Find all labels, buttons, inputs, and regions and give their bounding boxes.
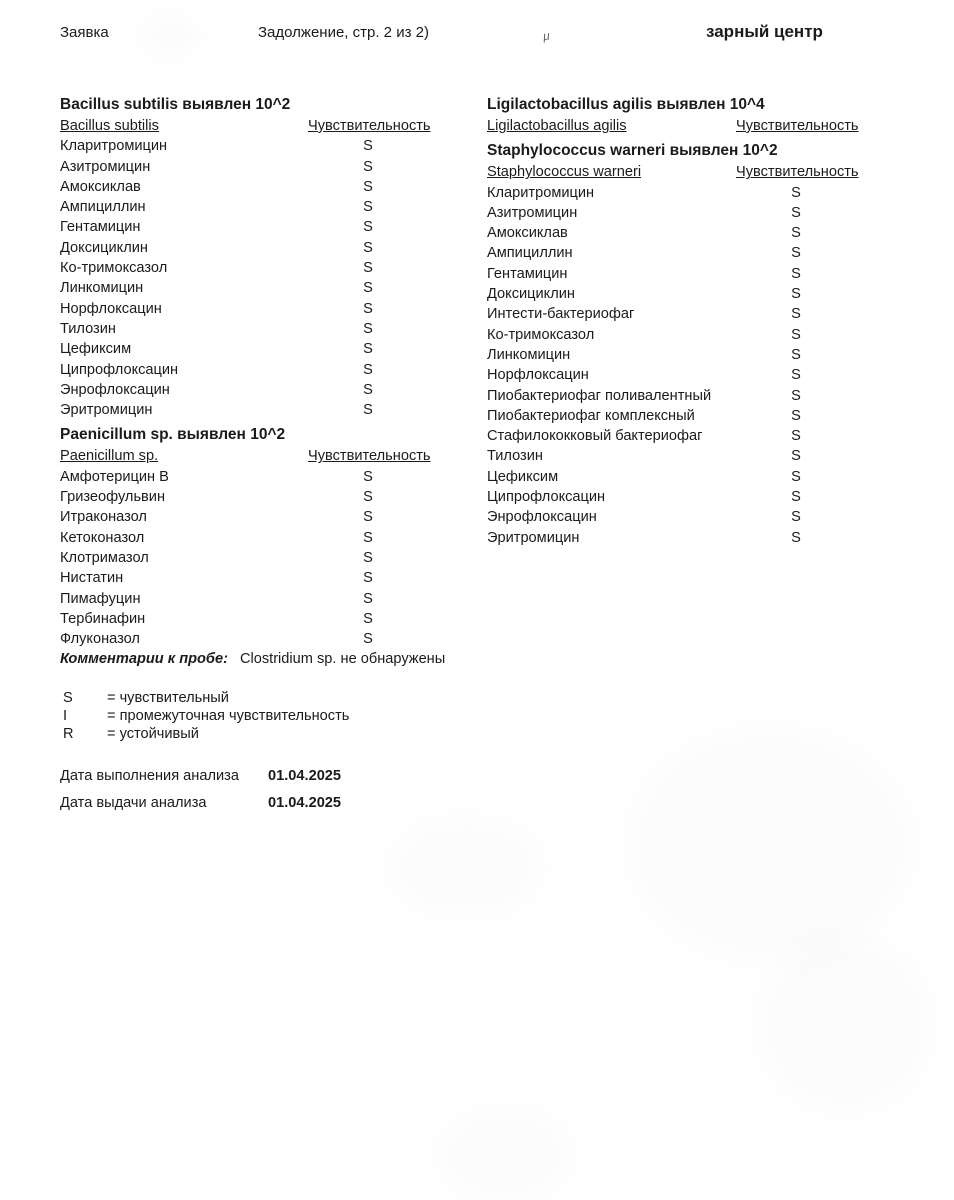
drug-row bbox=[60, 507, 428, 527]
drug-name: Гентамицин bbox=[487, 265, 568, 282]
sensitivity-value: S bbox=[363, 260, 373, 277]
sensitivity-value: S bbox=[791, 184, 801, 201]
drug-row bbox=[60, 217, 428, 237]
drug-name: Кларитромицин bbox=[487, 184, 595, 201]
sensitivity-value: S bbox=[363, 138, 373, 155]
drug-name: Гризеофульвин bbox=[60, 489, 166, 506]
sensitivity-value: S bbox=[363, 570, 373, 587]
drug-row bbox=[60, 400, 428, 420]
scan-artifact bbox=[630, 730, 910, 960]
sensitivity-value: S bbox=[791, 225, 801, 242]
drug-row bbox=[60, 238, 428, 258]
drug-name: Амоксиклав bbox=[60, 178, 141, 195]
drug-row bbox=[60, 258, 428, 278]
drug-row bbox=[487, 183, 856, 203]
organism-title: Ligilactobacillus agilis выявлен 10^4 bbox=[487, 96, 765, 113]
drug-row bbox=[60, 197, 428, 217]
legend-row bbox=[63, 689, 349, 707]
sensitivity-value: S bbox=[791, 529, 801, 546]
sensitivity-value: S bbox=[363, 549, 373, 566]
date-value: 01.04.2025 bbox=[268, 795, 342, 811]
sensitivity-value: S bbox=[791, 387, 801, 404]
sensitivity-column-header: Чувствительность bbox=[736, 164, 859, 181]
drug-name: Линкомицин bbox=[60, 280, 144, 297]
sensitivity-value: S bbox=[791, 448, 801, 465]
drug-table bbox=[60, 467, 428, 650]
drug-row bbox=[487, 467, 856, 487]
page-info: Задолжение, стр. 2 из 2) bbox=[258, 24, 429, 41]
drug-name: Клотримазол bbox=[60, 549, 149, 566]
sensitivity-value: S bbox=[791, 509, 801, 526]
drug-row bbox=[60, 136, 428, 156]
drug-column-header: Staphylococcus warneri bbox=[487, 164, 642, 181]
organism-section-ligilactobacillus-agilis bbox=[487, 94, 859, 136]
comments-text: Clostridium sp. не обнаружены bbox=[239, 651, 446, 668]
drug-table bbox=[487, 183, 856, 548]
drug-name: Ко-тримоксазол bbox=[60, 260, 168, 277]
legend-meaning: = промежуточная чувствительность bbox=[107, 708, 350, 725]
organism-title: Paenicillum sp. выявлен 10^2 bbox=[60, 426, 286, 444]
sensitivity-value: S bbox=[791, 286, 801, 303]
sensitivity-value: S bbox=[791, 245, 801, 262]
sensitivity-value: S bbox=[363, 361, 373, 378]
drug-table bbox=[60, 136, 428, 420]
sensitivity-value: S bbox=[791, 346, 801, 363]
table-header-row bbox=[487, 162, 859, 182]
organism-section-paenicillum bbox=[60, 424, 431, 649]
sensitivity-value: S bbox=[791, 204, 801, 221]
drug-name: Кетоконазол bbox=[60, 529, 145, 546]
drug-row bbox=[60, 360, 428, 380]
drug-name: Азитромицин bbox=[60, 158, 151, 175]
sensitivity-column-header: Чувствительность bbox=[308, 118, 431, 134]
table-header-row bbox=[60, 116, 431, 136]
legend-code: I bbox=[63, 708, 68, 725]
drug-row bbox=[60, 339, 428, 359]
drug-name: Тербинафин bbox=[60, 610, 146, 627]
drug-name: Энрофлоксацин bbox=[487, 509, 597, 526]
drug-name: Стафилококковый бактериофаг bbox=[487, 428, 703, 445]
drug-row bbox=[60, 157, 428, 177]
drug-row bbox=[60, 528, 428, 548]
drug-row bbox=[487, 325, 856, 345]
drug-name: Пиобактериофаг поливалентный bbox=[487, 387, 712, 404]
date-row bbox=[60, 766, 341, 786]
legend-meaning: = чувствительный bbox=[107, 690, 229, 706]
scan-artifact bbox=[390, 820, 540, 915]
drug-row bbox=[60, 609, 428, 629]
drug-name: Интести-бактериофаг bbox=[487, 306, 635, 323]
drug-name: Пимафуцин bbox=[60, 590, 141, 607]
organism-section-bacillus-subtilis bbox=[60, 94, 431, 420]
drug-row bbox=[487, 426, 856, 446]
drug-row bbox=[487, 386, 856, 406]
drug-name: Энрофлоксацин bbox=[60, 381, 170, 398]
drug-row bbox=[60, 177, 428, 197]
sensitivity-value: S bbox=[791, 428, 801, 445]
sensitivity-value: S bbox=[363, 341, 373, 358]
sensitivity-value: S bbox=[363, 280, 373, 297]
drug-name: Тилозин bbox=[487, 448, 543, 465]
legend-row bbox=[63, 707, 349, 725]
request-label: Заявка bbox=[60, 24, 109, 41]
drug-name: Доксициклин bbox=[60, 239, 148, 256]
sensitivity-value: S bbox=[363, 509, 373, 526]
drug-name: Пиобактериофаг комплексный bbox=[487, 407, 695, 424]
drug-row bbox=[487, 203, 856, 223]
drug-row bbox=[487, 223, 856, 243]
drug-row bbox=[60, 380, 428, 400]
drug-name: Кларитромицин bbox=[60, 138, 168, 155]
sensitivity-value: S bbox=[363, 631, 373, 648]
drug-name: Эритромицин bbox=[60, 402, 153, 419]
sensitivity-value: S bbox=[791, 468, 801, 485]
drug-column-header: Bacillus subtilis bbox=[60, 118, 159, 134]
drug-row bbox=[487, 345, 856, 365]
table-header-row bbox=[60, 446, 431, 466]
drug-row bbox=[60, 548, 428, 568]
drug-name: Норфлоксацин bbox=[60, 300, 162, 317]
drug-name: Нистатин bbox=[60, 570, 124, 587]
handwritten-mark: μ bbox=[542, 28, 551, 44]
sensitivity-value: S bbox=[363, 178, 373, 195]
organism-title: Staphylococcus warneri выявлен 10^2 bbox=[487, 142, 778, 160]
drug-column-header: Paenicillum sp. bbox=[60, 448, 159, 465]
drug-row bbox=[60, 629, 428, 649]
clinic-name-partial: зарный центр bbox=[706, 22, 823, 41]
sensitivity-column-header: Чувствительность bbox=[308, 448, 431, 465]
drug-name: Итраконазол bbox=[60, 509, 147, 526]
left-column bbox=[60, 94, 446, 670]
date-value: 01.04.2025 bbox=[268, 768, 342, 784]
drug-name: Цефиксим bbox=[60, 341, 132, 358]
drug-name: Ампициллин bbox=[487, 245, 573, 262]
sensitivity-value: S bbox=[363, 199, 373, 216]
drug-name: Ампициллин bbox=[60, 199, 146, 216]
drug-row bbox=[60, 467, 428, 487]
scan-artifact bbox=[135, 12, 205, 60]
drug-name: Цефиксим bbox=[487, 468, 559, 485]
sensitivity-value: S bbox=[363, 320, 373, 337]
sensitivity-value: S bbox=[363, 468, 373, 485]
drug-name: Ко-тримоксазол bbox=[487, 326, 595, 343]
date-label: Дата выполнения анализа bbox=[60, 768, 239, 784]
sensitivity-value: S bbox=[363, 590, 373, 607]
drug-row bbox=[60, 589, 428, 609]
drug-row bbox=[487, 264, 856, 284]
drug-row bbox=[60, 278, 428, 298]
sensitivity-value: S bbox=[791, 489, 801, 506]
sensitivity-column-header: Чувствительность bbox=[736, 118, 859, 134]
date-label: Дата выдачи анализа bbox=[60, 795, 207, 811]
organism-section-staphylococcus-warneri bbox=[487, 140, 859, 548]
drug-name: Эритромицин bbox=[487, 529, 580, 546]
sensitivity-value: S bbox=[363, 158, 373, 175]
drug-row bbox=[487, 243, 856, 263]
drug-row bbox=[487, 406, 856, 426]
table-header-row bbox=[487, 116, 859, 136]
date-row bbox=[60, 793, 341, 813]
legend-row bbox=[63, 725, 349, 743]
sensitivity-value: S bbox=[791, 306, 801, 323]
drug-row bbox=[60, 568, 428, 588]
drug-name: Гентамицин bbox=[60, 219, 141, 236]
sensitivity-value: S bbox=[363, 610, 373, 627]
sensitivity-value: S bbox=[791, 407, 801, 424]
drug-name: Линкомицин bbox=[487, 346, 571, 363]
sensitivity-value: S bbox=[363, 219, 373, 236]
drug-row bbox=[487, 304, 856, 324]
sensitivity-value: S bbox=[363, 402, 373, 419]
sensitivity-legend bbox=[63, 689, 349, 744]
sample-comments bbox=[60, 649, 446, 669]
scan-artifact bbox=[760, 940, 930, 1110]
drug-name: Доксициклин bbox=[487, 286, 575, 303]
sensitivity-value: S bbox=[363, 489, 373, 506]
sensitivity-value: S bbox=[791, 367, 801, 384]
sensitivity-value: S bbox=[791, 326, 801, 343]
drug-row bbox=[60, 487, 428, 507]
analysis-dates bbox=[60, 766, 341, 820]
drug-row bbox=[487, 365, 856, 385]
sensitivity-value: S bbox=[363, 239, 373, 256]
sensitivity-value: S bbox=[363, 529, 373, 546]
legend-code: R bbox=[63, 726, 74, 743]
drug-name: Ципрофлоксацин bbox=[60, 361, 179, 378]
legend-meaning: = устойчивый bbox=[107, 726, 199, 743]
drug-row bbox=[487, 487, 856, 507]
legend-code: S bbox=[63, 690, 73, 706]
sensitivity-value: S bbox=[791, 265, 801, 282]
drug-row bbox=[487, 284, 856, 304]
drug-name: Амоксиклав bbox=[487, 225, 568, 242]
sensitivity-value: S bbox=[363, 381, 373, 398]
sensitivity-value: S bbox=[363, 300, 373, 317]
drug-row bbox=[60, 299, 428, 319]
right-column bbox=[487, 94, 859, 548]
drug-name: Ципрофлоксацин bbox=[487, 489, 606, 506]
drug-name: Амфотерицин В bbox=[60, 468, 169, 485]
drug-name: Азитромицин bbox=[487, 204, 578, 221]
drug-name: Норфлоксацин bbox=[487, 367, 589, 384]
drug-column-header: Ligilactobacillus agilis bbox=[487, 118, 627, 134]
drug-row bbox=[487, 446, 856, 466]
drug-name: Флуконазол bbox=[60, 631, 140, 648]
comments-label: Комментарии к пробе: bbox=[60, 651, 228, 668]
scan-artifact bbox=[440, 1110, 570, 1200]
drug-row bbox=[60, 319, 428, 339]
drug-name: Тилозин bbox=[60, 320, 116, 337]
drug-row bbox=[487, 507, 856, 527]
organism-title: Bacillus subtilis выявлен 10^2 bbox=[60, 96, 291, 113]
drug-row bbox=[487, 528, 856, 548]
